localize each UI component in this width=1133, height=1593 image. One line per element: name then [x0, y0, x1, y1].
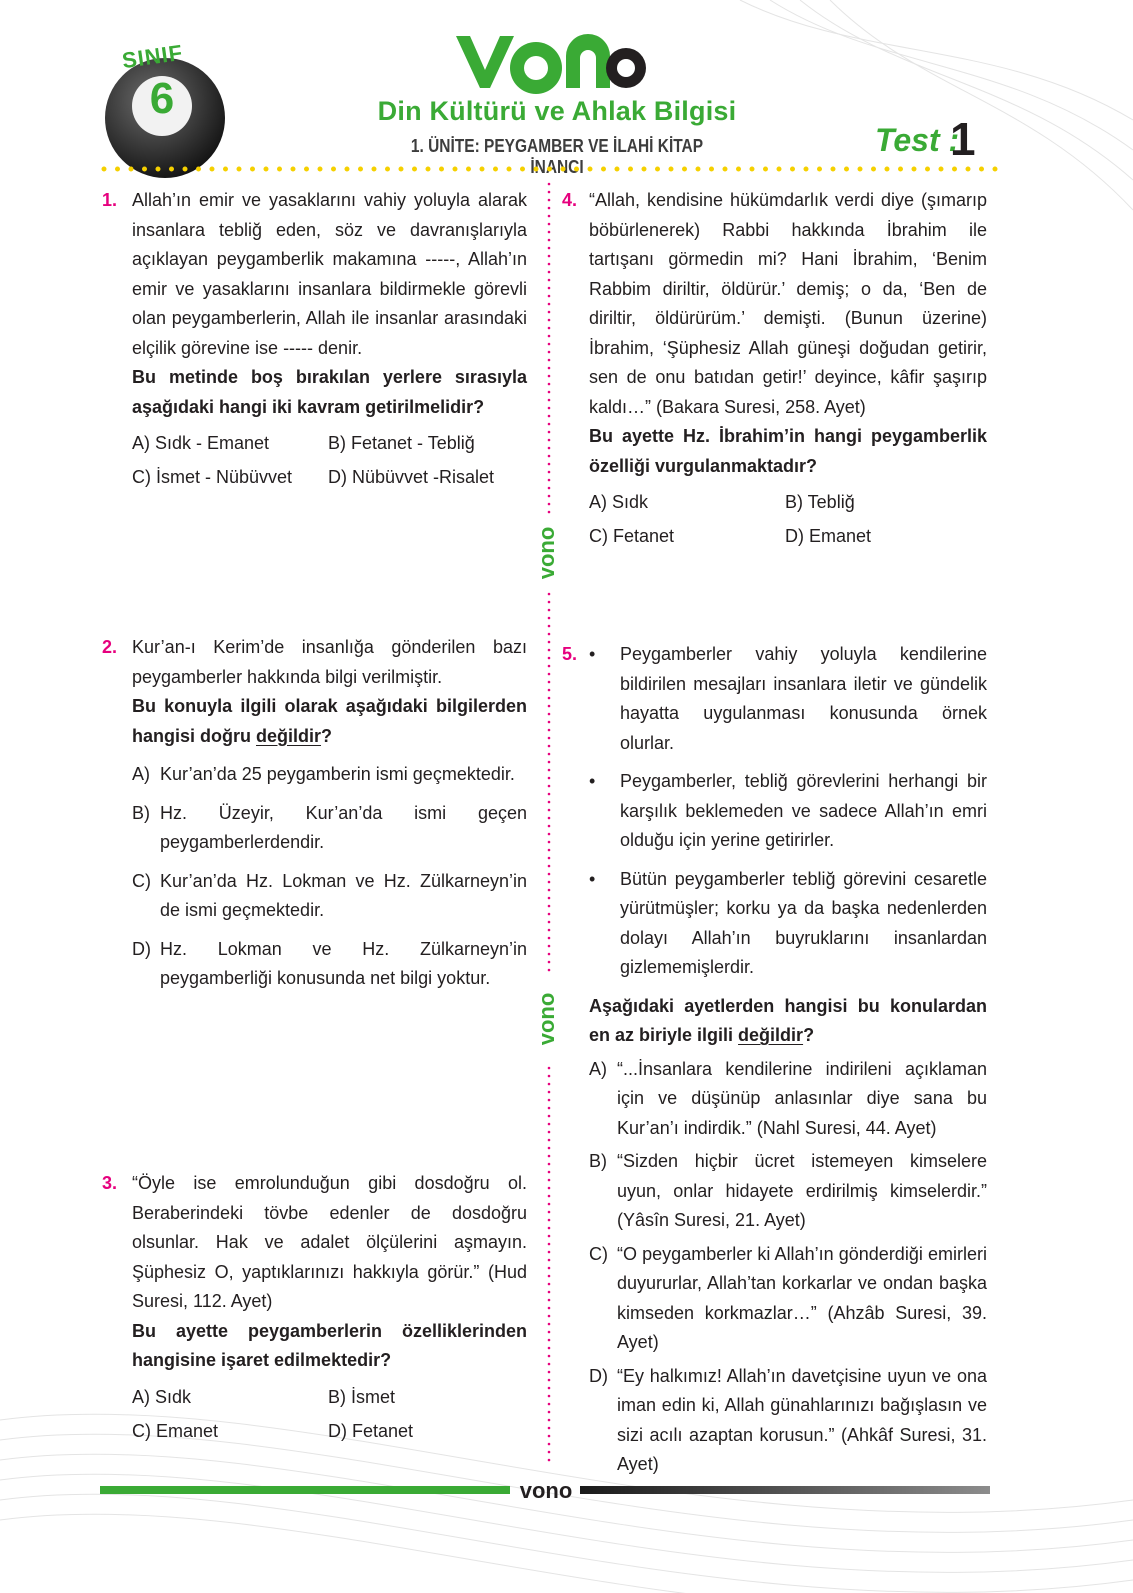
unit-title: 1. ÜNİTE: PEYGAMBER VE İLAHİ KİTAP İNANCI — [410, 136, 704, 177]
grade-badge-number: 6 — [149, 74, 175, 123]
footer-bar-green — [100, 1486, 510, 1494]
option-c[interactable]: C) Fetanet — [589, 526, 675, 546]
svg-text:vono: vono — [534, 992, 559, 1046]
option-a[interactable]: A) “...İnsanlara kendilerine indirileni açıklaman için ve düşünüp anlasınlar diye sana bu Kur’an’ı indirdik.” (Nahl Suresi, 44. Ayet) — [589, 1058, 987, 1138]
column-divider — [546, 182, 552, 516]
question-3 — [102, 1169, 527, 1448]
question-5 — [562, 640, 987, 1480]
header-dotted-divider — [100, 164, 1000, 174]
option-c[interactable]: C) İsmet - Nübüvvet — [132, 467, 293, 487]
option-c[interactable]: C) “O peygamberler ki Allah’ın gönderdiği emirleri duyururlar, Allah’tan korkarlar ve ondan başka kimseden korkmazlar…” (Ahzâb Suresi, 39. Ayet) — [589, 1243, 987, 1352]
question-number: 3. — [102, 1173, 118, 1193]
column-divider — [546, 1066, 552, 1466]
question-number: 1. — [102, 190, 118, 210]
question-1 — [102, 186, 527, 494]
option-b[interactable]: B) Tebliğ — [785, 492, 855, 512]
vono-logo-vertical-icon — [527, 986, 567, 1052]
option-a[interactable]: A) Sıdk — [589, 492, 649, 512]
question-prompt: Bu konuyla ilgili olarak aşağıdaki bilgilerden hangisi doğru değildir? — [132, 696, 527, 746]
option-d[interactable]: D) “Ey halkımız! Allah’ın davetçisine uyun ve ona iman edin ki, Allah günahlarınızı bağışlasın ve sizi acılı azaptan korusun.” (Ahkâf Suresi, 31. Ayet) — [589, 1365, 987, 1474]
test-number: 1 — [950, 113, 976, 165]
statement-bullet: • Peygamberler vahiy yoluyla kendilerine bildirilen mesajları insanlara iletir ve gündelik hayatta uygulanması konusunda örnek olurlar. — [589, 644, 987, 753]
option-a[interactable]: A) Kur’an’da 25 peygamberin ismi geçmektedir. — [132, 764, 515, 784]
option-a[interactable]: A) Sıdk - Emanet — [132, 433, 270, 453]
statement-bullet: • Peygamberler, tebliğ görevlerini herhangi bir karşılık beklemeden ve sadece Allah’ın emri olduğu için yerine getirirler. — [589, 771, 987, 850]
option-d[interactable]: D) Nübüvvet -Risalet — [328, 467, 495, 487]
svg-text:vono: vono — [534, 526, 559, 580]
question-prompt: Bu ayette peygamberlerin özelliklerinden hangisine işaret edilmektedir? — [132, 1320, 527, 1370]
question-number: 4. — [562, 190, 578, 210]
option-a[interactable]: A) Sıdk — [132, 1386, 192, 1407]
vono-logo-footer-icon — [514, 1476, 578, 1504]
question-text: Allah’ın emir ve yasaklarını vahiy yoluyla alarak insanlara tebliğ eden, söz ve davranışlarıyla açıklayan peygamberlik makamına -----, Allah’ın emir ve yasaklarını insanlara bildirmekle görevli olan peygamberlerin, Allah ile insanlar arasındaki elçilik görevine ise ----- denir. — [132, 190, 527, 358]
question-text: “Allah, kendisine hükümdarlık verdi diye (şımarıp böbürlenerek) Rabbi hakkında İbrahim ile tartışanı görmedin mi? Hani İbrahim, ‘Benim Rabbim diriltir, öldürür.’ demiş; o da, ‘Ben de diriltir, öldürürüm.’ demişti. (Bunun üzerine) İbrahim, ‘Şüphesiz Allah güneşi doğudan getirir, sen de onu batıdan getir!’ deyince, kâfir şaşırıp kaldı…” (Bakara Suresi, 258. Ayet) — [589, 190, 987, 417]
option-b[interactable]: B) “Sizden hiçbir ücret istemeyen kimselere uyun, onlar hidayete erdirilmiş kimselerdir.” (Yâsîn Suresi, 21. Ayet) — [589, 1151, 987, 1230]
question-4 — [562, 186, 987, 553]
test-label: Test : — [875, 122, 960, 158]
question-prompt: Bu metinde boş bırakılan yerlere sırasıyla aşağıdaki hangi iki kavram getirilmelidir? — [132, 367, 527, 417]
option-d[interactable]: D) Hz. Lokman ve Hz. Zülkarneyn’in peygamberliği konusunda net bilgi yoktur. — [132, 938, 527, 988]
emphasis-underline: değildir — [738, 1025, 804, 1045]
question-text: Kur’an-ı Kerim’de insanlığa gönderilen bazı peygamberler hakkında bilgi verilmiştir. — [132, 637, 527, 687]
emphasis-underline: değildir — [256, 725, 322, 746]
option-c[interactable]: C) Emanet — [132, 1420, 219, 1441]
subject-title: Din Kültürü ve Ahlak Bilgisi — [377, 96, 737, 126]
statement-bullet: • Bütün peygamberler tebliğ görevini cesaretle yürütmüşler; korku ya da başka nedenlerden dolayı Allah’ın buyruklarını insanlardan gizlememişlerdir. — [589, 868, 987, 977]
question-number: 5. — [562, 644, 578, 664]
vono-logo-vertical-icon — [527, 520, 567, 586]
svg-text:vono: vono — [519, 1478, 573, 1503]
vono-logo-icon — [450, 22, 650, 100]
option-d[interactable]: D) Fetanet — [328, 1420, 414, 1441]
footer-bar-dark — [580, 1486, 990, 1494]
option-b[interactable]: B) Hz. Üzeyir, Kur’an’da ismi geçen peygamberlerdendir. — [132, 802, 527, 852]
question-2 — [102, 633, 527, 994]
question-text: “Öyle ise emrolunduğun gibi dosdoğru ol. Beraberindeki tövbe edenler de dosdoğru olsunlar. Hak ve adalet ölçülerini aşmayın. Şüphesiz O, yaptıklarınızı hakkıyla görür.” (Hud Suresi, 112. Ayet) — [132, 1173, 527, 1311]
option-b[interactable]: B) Fetanet - Tebliğ — [328, 433, 475, 453]
option-d[interactable]: D) Emanet — [785, 526, 872, 546]
question-prompt: Bu ayette Hz. İbrahim’in hangi peygamberlik özelliği vurgulanmaktadır? — [589, 426, 987, 476]
question-prompt: Aşağıdaki ayetlerden hangisi bu konulardan en az biriyle ilgili değildir? — [589, 995, 987, 1045]
option-b[interactable]: B) İsmet — [328, 1386, 396, 1407]
column-divider — [546, 592, 552, 978]
grade-badge-label: SINIF — [120, 39, 185, 74]
question-number: 2. — [102, 637, 118, 657]
option-c[interactable]: C) Kur’an’da Hz. Lokman ve Hz. Zülkarneyn’in de ismi geçmektedir. — [132, 870, 527, 920]
